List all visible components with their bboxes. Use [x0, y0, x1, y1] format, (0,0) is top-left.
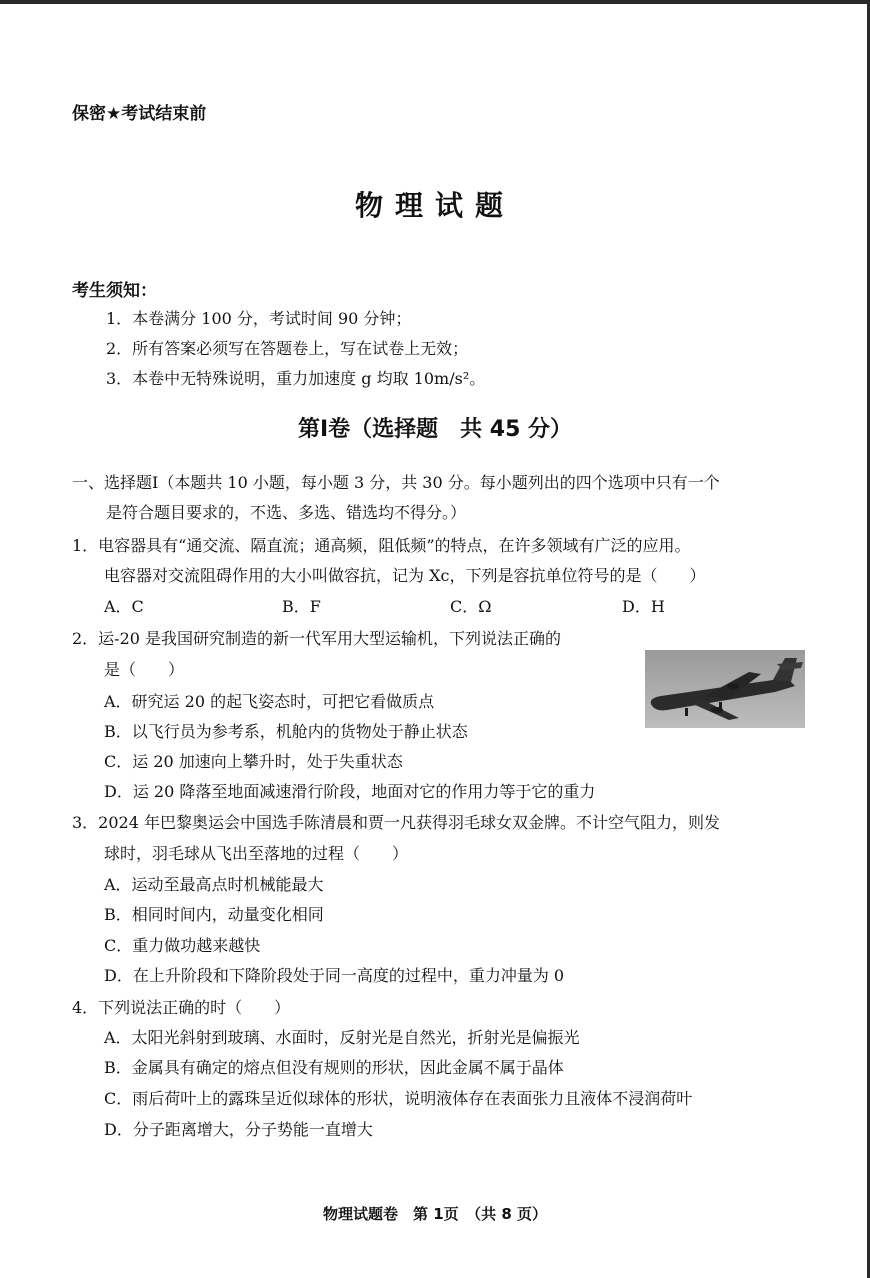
page-footer: 物理试题卷 第 1页 （共 8 页） [322, 1205, 548, 1223]
question-4-option-b: B．金属具有确定的熔点但没有规则的形状，因此金属不属于晶体 [104, 1058, 564, 1077]
question-4-option-d: D．分子距离增大，分子势能一直增大 [104, 1120, 373, 1139]
question-4-option-c: C．雨后荷叶上的露珠呈近似球体的形状，说明液体存在表面张力且液体不浸润荷叶 [104, 1089, 693, 1108]
question-2-option-a: A．研究运 20 的起飞姿态时，可把它看做质点 [104, 692, 435, 711]
question-3-stem: 球时，羽毛球从飞出至落地的过程（ ） [104, 844, 409, 863]
question-1-option-c: C．Ω [450, 597, 492, 616]
transport-aircraft-photo [645, 650, 805, 728]
confidential-label: 保密★考试结束前 [72, 104, 207, 124]
question-1-stem: 1．电容器具有“通交流、隔直流；通高频，阻低频”的特点，在许多领域有广泛的应用。 [72, 536, 691, 555]
notice-heading: 考生须知： [72, 281, 157, 301]
question-1-option-a: A．C [104, 597, 144, 616]
question-3-stem: 3．2024 年巴黎奥运会中国选手陈清晨和贾一凡获得羽毛球女双金牌。不计空气阻力，则发 [72, 813, 720, 832]
question-1-option-d: D．H [622, 597, 665, 616]
question-4-option-a: A．太阳光斜射到玻璃、水面时，反射光是自然光，折射光是偏振光 [104, 1028, 580, 1047]
part-instruction: 一、选择题Ⅰ（本题共 10 小题，每小题 3 分，共 30 分。每小题列出的四个选项中只有一个 [72, 473, 720, 492]
question-2-stem: 2．运-20 是我国研究制造的新一代军用大型运输机，下列说法正确的 [72, 629, 562, 648]
notice-item: 3．本卷中无特殊说明，重力加速度 g 均取 10m/s²。 [106, 369, 486, 388]
question-3-option-c: C．重力做功越来越快 [104, 936, 261, 955]
notice-item: 2．所有答案必须写在答题卷上，写在试卷上无效； [106, 339, 469, 358]
question-3-option-d: D．在上升阶段和下降阶段处于同一高度的过程中，重力冲量为 0 [104, 966, 565, 985]
question-2-stem: 是（ ） [104, 660, 185, 679]
part-instruction: 是符合题目要求的，不选、多选、错选均不得分。） [106, 503, 467, 522]
notice-item: 1．本卷满分 100 分，考试时间 90 分钟； [106, 309, 412, 328]
section-title: 第Ⅰ卷（选择题 共 45 分） [297, 417, 573, 442]
page-title: 物理试题 [354, 189, 515, 222]
question-1-option-b: B．F [282, 597, 321, 616]
question-3-option-b: B．相同时间内，动量变化相同 [104, 905, 324, 924]
question-4-stem: 4．下列说法正确的时（ ） [72, 998, 291, 1017]
question-2-option-c: C．运 20 加速向上攀升时，处于失重状态 [104, 752, 403, 771]
question-2-option-d: D．运 20 降落至地面减速滑行阶段，地面对它的作用力等于它的重力 [104, 782, 596, 801]
question-3-option-a: A．运动至最高点时机械能最大 [104, 875, 324, 894]
question-1-stem: 电容器对交流阻碍作用的大小叫做容抗，记为 Xc，下列是容抗单位符号的是（ ） [104, 566, 706, 585]
question-2-option-b: B．以飞行员为参考系，机舱内的货物处于静止状态 [104, 722, 468, 741]
scan-edge-top [0, 0, 870, 4]
